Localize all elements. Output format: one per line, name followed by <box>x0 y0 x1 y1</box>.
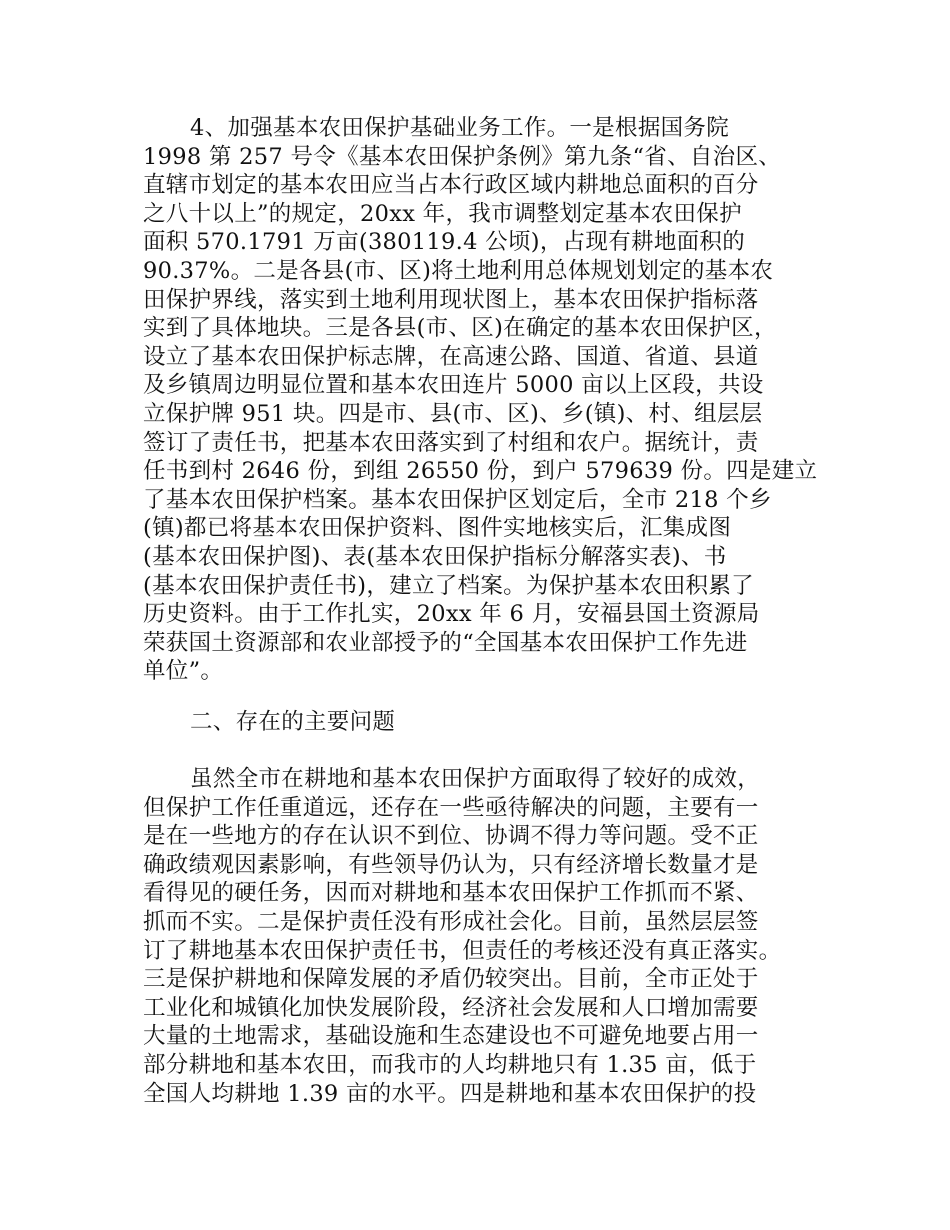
text-line: 设立了基本农田保护标志牌，在高速公路、国道、省道、县道 <box>143 343 759 370</box>
text-line: 历史资料。由于工作扎实，20xx 年 6 月，安福县国土资源局 <box>143 601 760 628</box>
text-line: (基本农田保护责任书)，建立了档案。为保护基本农田积累了 <box>143 572 754 599</box>
section-heading <box>143 708 828 737</box>
text-line: 是在一些地方的存在认识不到位、协调不得力等问题。受不正 <box>143 823 759 850</box>
text-line: 虽然全市在耕地和基本农田保护方面取得了较好的成效， <box>190 766 761 792</box>
text-line: 抓而不实。二是保护责任没有形成社会化。目前，虽然层层签 <box>143 908 759 935</box>
text-line: 确政绩观因素影响，有些领导仍认为，只有经济增长数量才是 <box>143 851 759 878</box>
text-line: 大量的土地需求，基础设施和生态建设也不可避免地要占用一 <box>143 1023 759 1050</box>
text-line: 田保护界线，落实到土地利用现状图上，基本农田保护指标落 <box>143 286 759 313</box>
text-line: 工业化和城镇化加快发展阶段，经济社会发展和人口增加需要 <box>143 994 759 1021</box>
text-line: 部分耕地和基本农田，而我市的人均耕地只有 1.35 亩，低于 <box>143 1051 757 1078</box>
text-line: 任书到村 2646 份，到组 26550 份，到户 579639 份。四是建立 <box>143 458 818 485</box>
text-line: 面积 570.1791 万亩(380119.4 公顷)，占现有耕地面积的 <box>143 229 746 256</box>
text-line: 4、加强基本农田保护基础业务工作。一是根据国务院 <box>190 115 730 141</box>
text-line: 签订了责任书，把基本农田落实到了村组和农户。据统计，责 <box>143 429 759 456</box>
text-line: 看得见的硬任务，因而对耕地和基本农田保护工作抓而不紧、 <box>143 880 759 907</box>
text-line: 但保护工作任重道远，还存在一些亟待解决的问题，主要有一 <box>143 794 759 821</box>
section-heading-text: 二、存在的主要问题 <box>190 709 396 735</box>
text-line: 及乡镇周边明显位置和基本农田连片 5000 亩以上区段，共设 <box>143 372 764 399</box>
paragraph-main-problems <box>143 765 828 1108</box>
text-line: 立保护牌 951 块。四是市、县(市、区)、乡(镇)、村、组层层 <box>143 400 763 427</box>
text-line: 荣获国土资源部和农业部授予的“全国基本农田保护工作先进 <box>143 629 748 656</box>
paragraph-basic-farmland-work <box>143 114 828 686</box>
text-line: 三是保护耕地和保障发展的矛盾仍较突出。目前，全市正处于 <box>143 966 759 993</box>
text-line: 1998 第 257 号令《基本农田保护条例》第九条“省、自治区、 <box>143 143 782 170</box>
text-line: 90.37%。二是各县(市、区)将土地利用总体规划划定的基本农 <box>143 257 774 284</box>
text-line: 实到了具体地块。三是各县(市、区)在确定的基本农田保护区， <box>143 315 777 342</box>
text-line: 单位”。 <box>143 658 224 685</box>
text-line: 之八十以上”的规定，20xx 年，我市调整划定基本农田保护 <box>143 200 742 227</box>
text-line: 全国人均耕地 1.39 亩的水平。四是耕地和基本农田保护的投 <box>143 1080 757 1107</box>
text-line: (基本农田保护图)、表(基本农田保护指标分解落实表)、书 <box>143 543 727 570</box>
text-line: 订了耕地基本农田保护责任书，但责任的考核还没有真正落实。 <box>143 937 782 964</box>
text-line: 了基本农田保护档案。基本农田保护区划定后，全市 218 个乡 <box>143 486 772 513</box>
text-line: (镇)都已将基本农田保护资料、图件实地核实后，汇集成图 <box>143 515 732 542</box>
text-line: 直辖市划定的基本农田应当占本行政区域内耕地总面积的百分 <box>143 172 759 199</box>
